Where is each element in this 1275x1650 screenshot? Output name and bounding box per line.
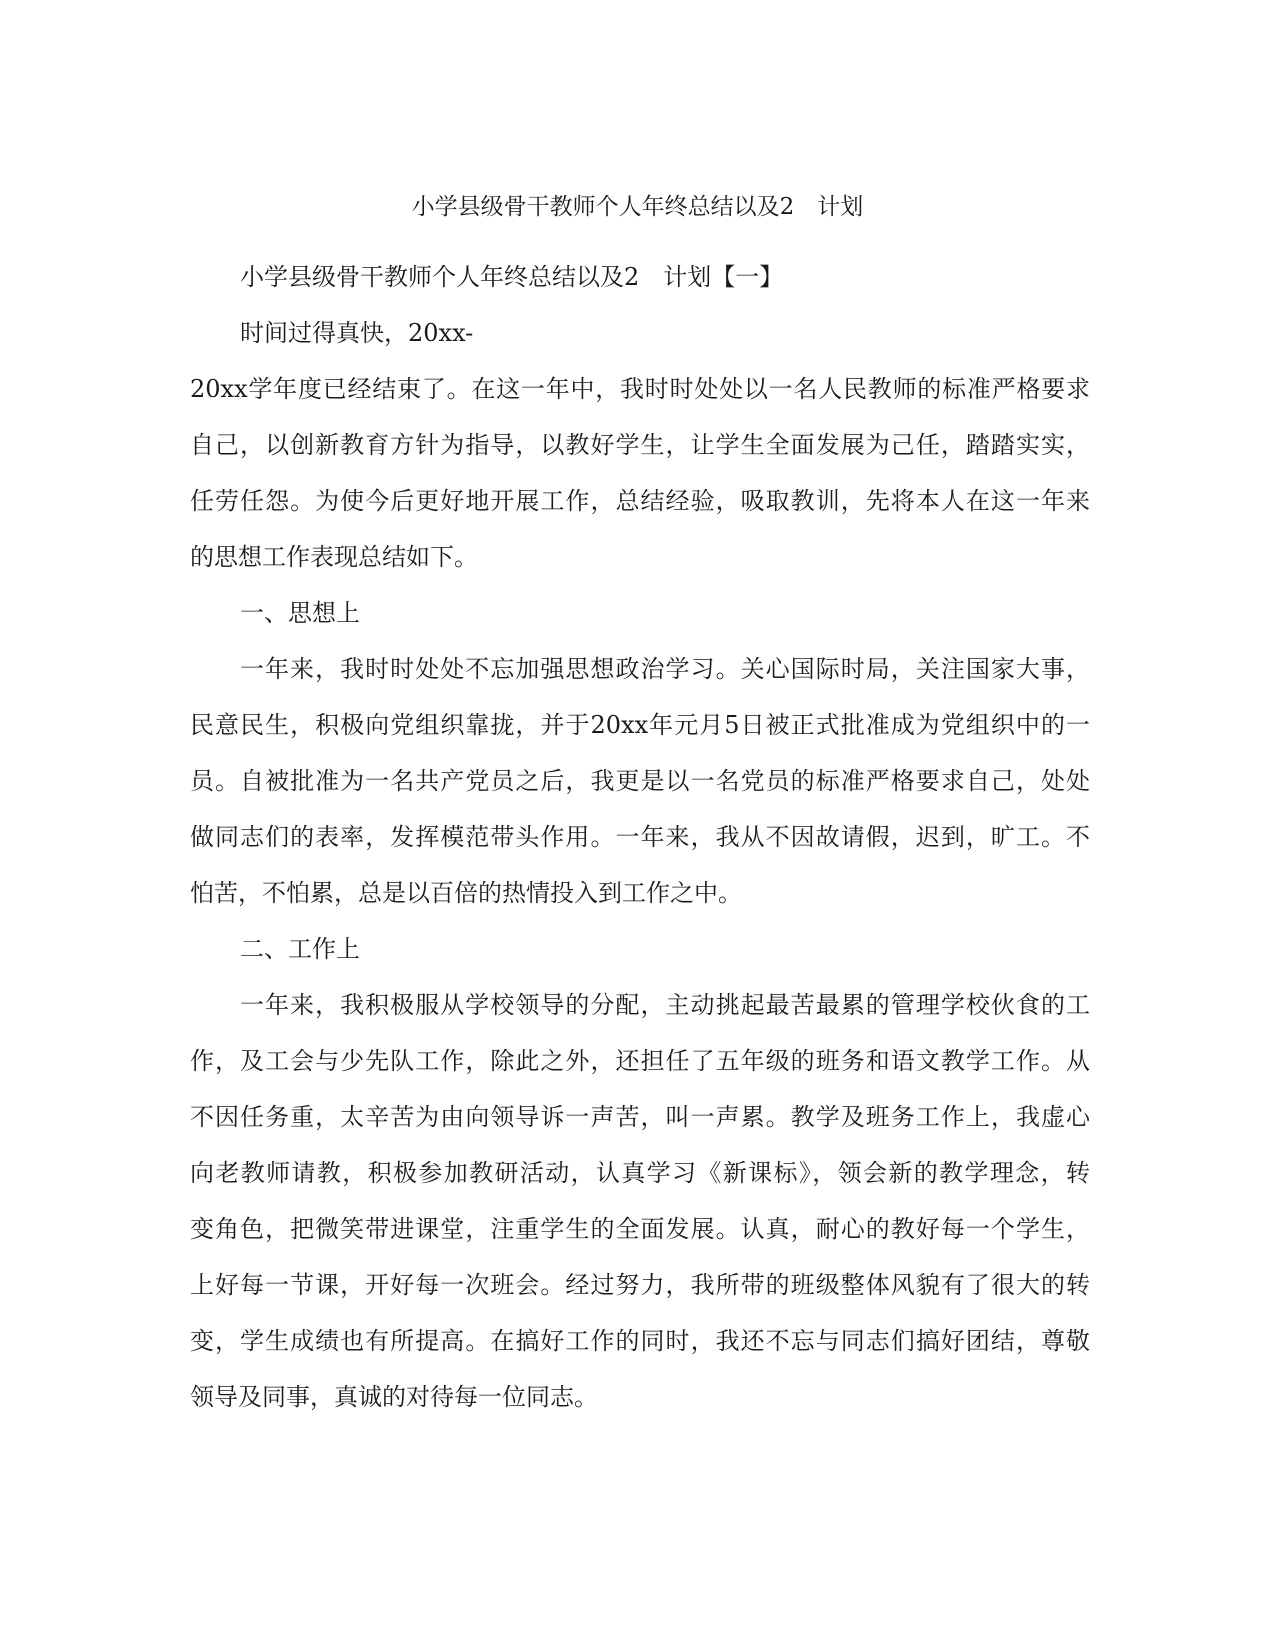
paragraph-line: 上好每一节课，开好每一次班会。经过努力，我所带的班级整体风貌有了很大的转 bbox=[190, 1271, 1090, 1299]
paragraph-line: 一年来，我时时处处不忘加强思想政治学习。关心国际时局，关注国家大事， bbox=[240, 655, 1090, 683]
paragraph-line: 民意民生，积极向党组织靠拢，并于20xx年元月5日被正式批准成为党组织中的一 bbox=[190, 711, 1090, 739]
paragraph-line: 的思想工作表现总结如下。 bbox=[190, 543, 478, 571]
section-subtitle: 小学县级骨干教师个人年终总结以及2 计划【一】 bbox=[240, 263, 784, 291]
section-heading: 二、工作上 bbox=[240, 935, 360, 963]
paragraph-line: 变角色，把微笑带进课堂，注重学生的全面发展。认真，耐心的教好每一个学生， bbox=[190, 1215, 1090, 1243]
paragraph-line: 员。自被批准为一名共产党员之后，我更是以一名党员的标准严格要求自己，处处 bbox=[190, 767, 1090, 795]
paragraph-line: 一年来，我积极服从学校领导的分配，主动挑起最苦最累的管理学校伙食的工 bbox=[240, 991, 1090, 1019]
paragraph-line: 向老教师请教，积极参加教研活动，认真学习《新课标》，领会新的教学理念，转 bbox=[190, 1159, 1090, 1187]
section-heading: 一、思想上 bbox=[240, 599, 360, 627]
paragraph-line: 时间过得真快，20xx- bbox=[240, 319, 474, 347]
paragraph-line: 变，学生成绩也有所提高。在搞好工作的同时，我还不忘与同志们搞好团结，尊敬 bbox=[190, 1327, 1090, 1355]
paragraph-line: 领导及同事，真诚的对待每一位同志。 bbox=[190, 1383, 598, 1411]
paragraph-line: 做同志们的表率，发挥模范带头作用。一年来，我从不因故请假，迟到，旷工。不 bbox=[190, 823, 1090, 851]
paragraph-line: 自己，以创新教育方针为指导，以教好学生，让学生全面发展为己任，踏踏实实， bbox=[190, 431, 1090, 459]
paragraph-line: 怕苦，不怕累，总是以百倍的热情投入到工作之中。 bbox=[190, 879, 742, 907]
paragraph-line: 作，及工会与少先队工作，除此之外，还担任了五年级的班务和语文教学工作。从 bbox=[190, 1047, 1090, 1075]
paragraph-line: 20xx学年度已经结束了。在这一年中，我时时处处以一名人民教师的标准严格要求 bbox=[190, 375, 1090, 403]
paragraph-line: 不因任务重，太辛苦为由向领导诉一声苦，叫一声累。教学及班务工作上，我虚心 bbox=[190, 1103, 1090, 1131]
paragraph-line: 任劳任怨。为使今后更好地开展工作，总结经验，吸取教训，先将本人在这一年来 bbox=[190, 487, 1090, 515]
document-title: 小学县级骨干教师个人年终总结以及2 计划 bbox=[411, 194, 864, 220]
